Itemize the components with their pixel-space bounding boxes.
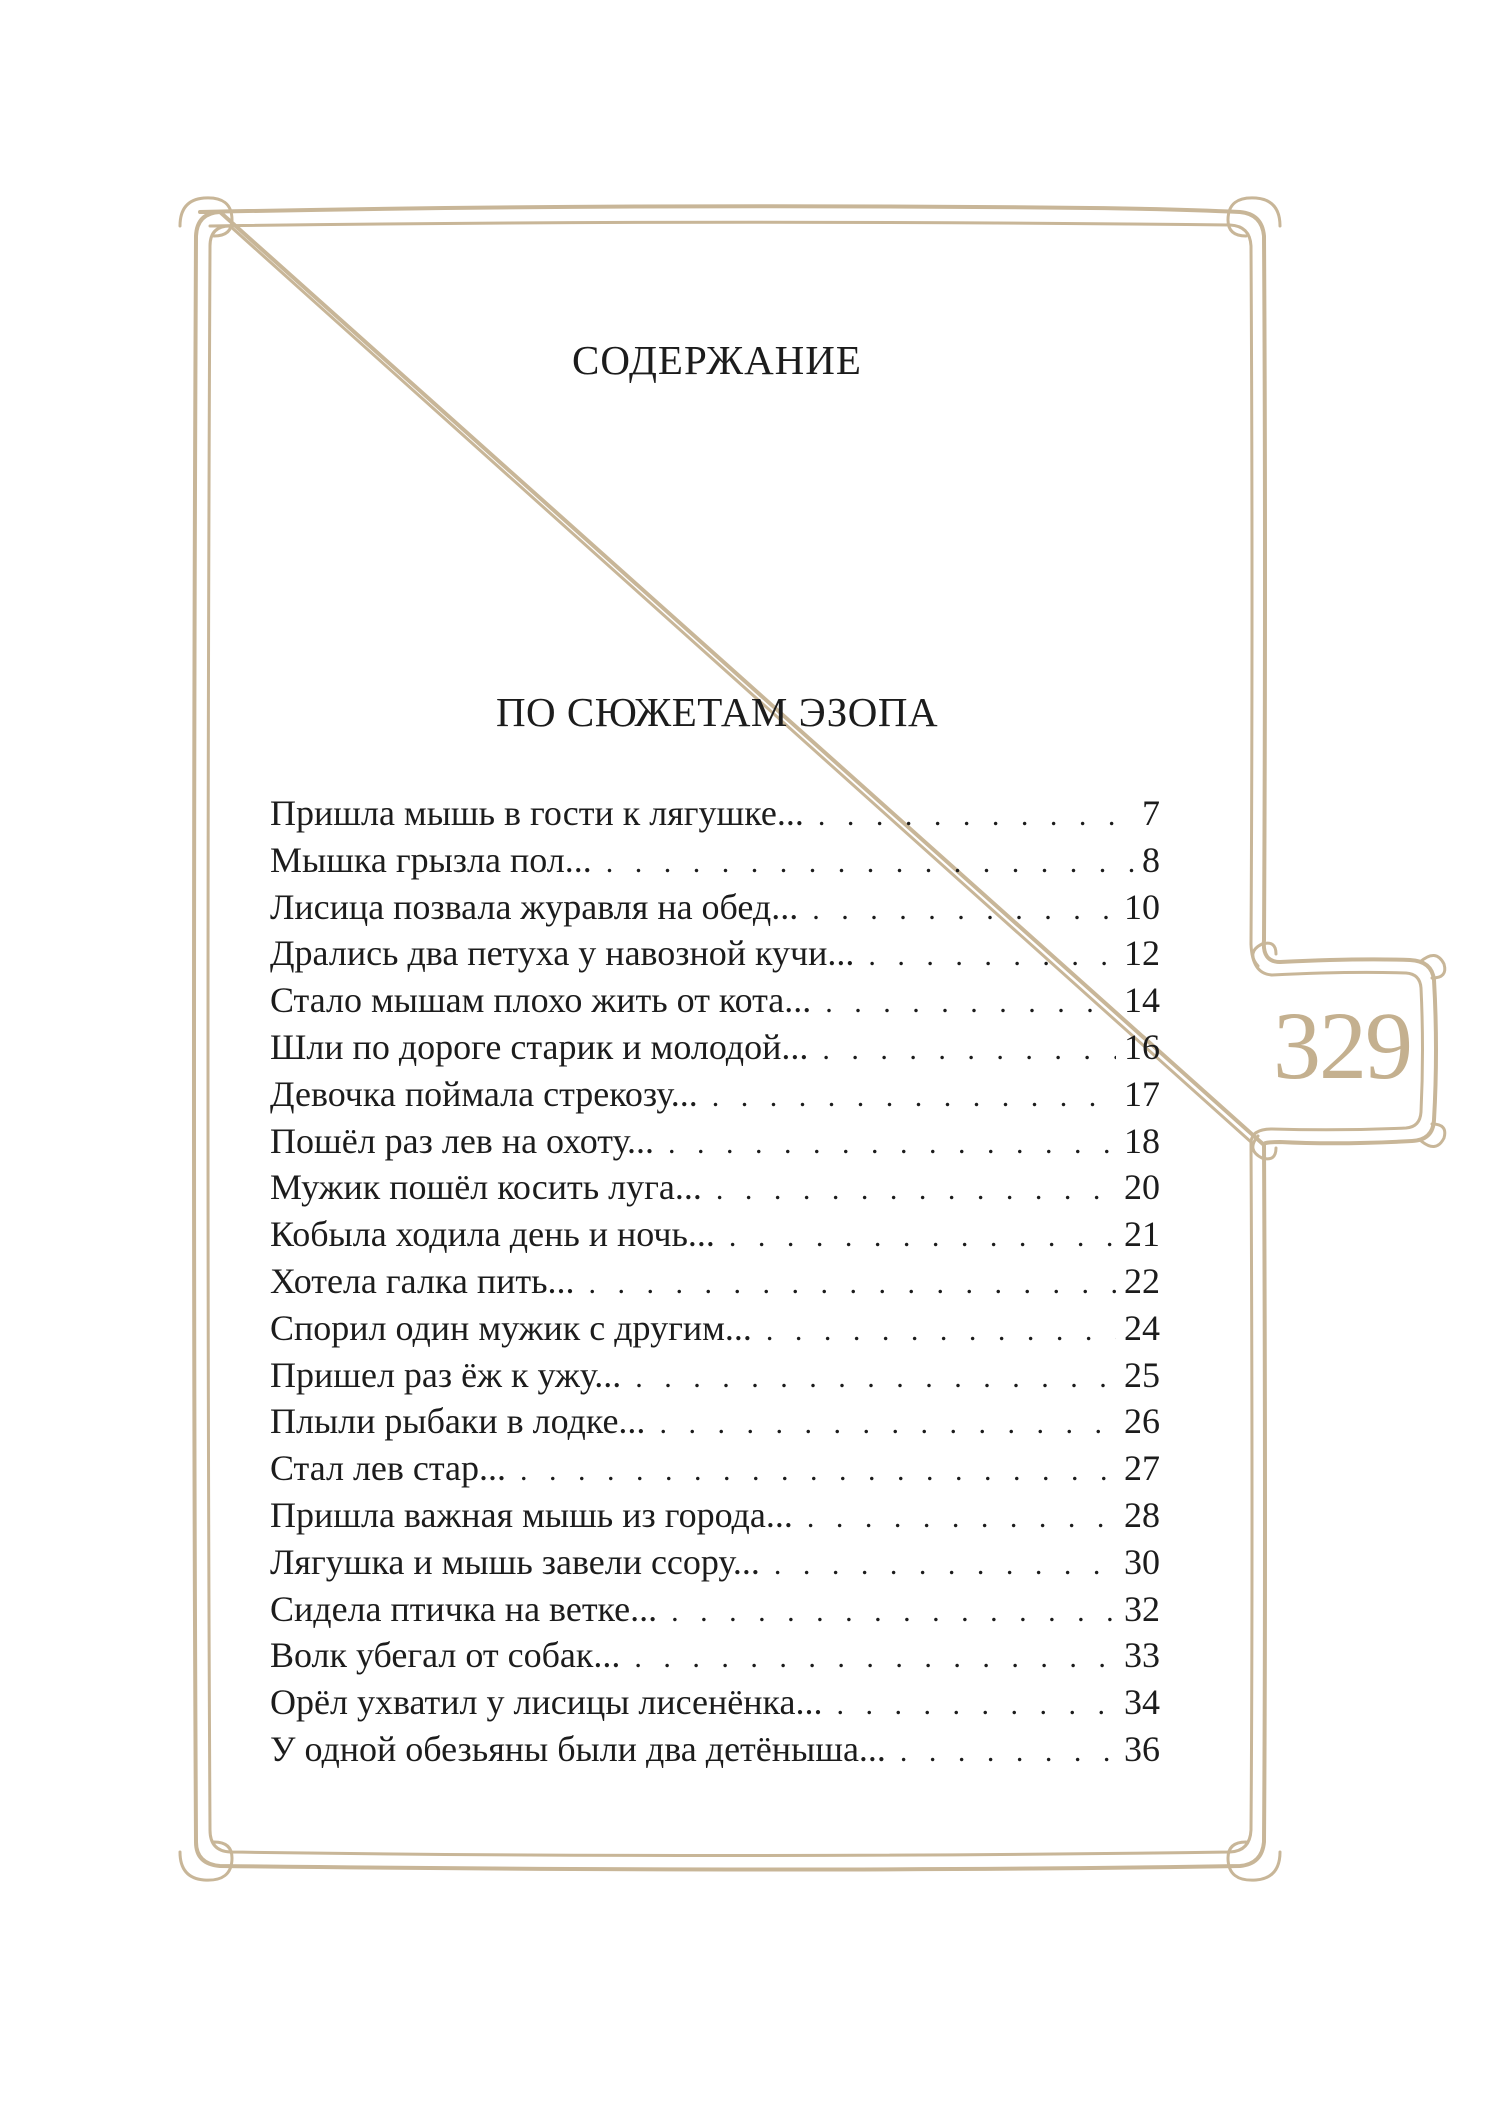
toc-entry-page: 20: [1124, 1167, 1160, 1208]
toc-dot-leader: [807, 1495, 1116, 1542]
toc-entry[interactable]: [270, 1492, 1160, 1539]
toc-entry[interactable]: [270, 1258, 1160, 1305]
toc-entry-title: Лягушка и мышь завели ссору...: [270, 1541, 760, 1582]
toc-entry[interactable]: [270, 1726, 1160, 1773]
toc-entry-page: 33: [1124, 1635, 1160, 1676]
toc-entry-page: 26: [1124, 1401, 1160, 1442]
toc-entry[interactable]: [270, 1305, 1160, 1352]
toc-entry[interactable]: [270, 1352, 1160, 1399]
toc-dot-leader: [668, 1121, 1116, 1168]
toc-dot-leader: [606, 840, 1134, 887]
toc-entry-title: Орёл ухватил у лисицы лисенёнка...: [270, 1682, 823, 1723]
toc-entry-page: 27: [1124, 1448, 1160, 1489]
toc-entry[interactable]: [270, 790, 1160, 837]
toc-entry[interactable]: [270, 884, 1160, 931]
toc-entry-page: 24: [1124, 1307, 1160, 1348]
toc-entry[interactable]: [270, 977, 1160, 1024]
toc-dot-leader: [822, 1027, 1116, 1074]
toc-entry-page: 10: [1124, 886, 1160, 927]
toc-entry[interactable]: [270, 1445, 1160, 1492]
toc-entry-title: Пришла мышь в гости к лягушке...: [270, 793, 804, 833]
toc-entry-page: 32: [1124, 1588, 1160, 1629]
toc-entry-page: 8: [1142, 839, 1160, 880]
toc-entry[interactable]: [270, 1118, 1160, 1165]
toc-entry[interactable]: [270, 1586, 1160, 1633]
toc-entry-page: 14: [1124, 980, 1160, 1021]
toc-entry-title: Стало мышам плохо жить от кота...: [270, 980, 812, 1021]
page-title: СОДЕРЖАНИЕ: [572, 337, 862, 383]
toc-entry-title: Плыли рыбаки в лодке...: [270, 1401, 646, 1442]
toc-entry-title: Дрались два петуха у навозной кучи...: [270, 933, 855, 974]
toc-entry-title: Стал лев стар...: [270, 1448, 507, 1489]
toc-entry-page: 12: [1124, 933, 1160, 974]
toc-dot-leader: [825, 980, 1116, 1027]
toc-entry-title: Девочка поймала стрекозу...: [270, 1073, 698, 1114]
toc-dot-leader: [774, 1542, 1116, 1589]
toc-entry-page: 36: [1124, 1728, 1160, 1769]
toc-dot-leader: [716, 1167, 1116, 1214]
toc-entry-title: Мужик пошёл косить луга...: [270, 1167, 702, 1208]
page-number: 329: [1273, 991, 1411, 1099]
table-of-contents: [270, 790, 1160, 1773]
toc-dot-leader: [836, 1682, 1116, 1729]
toc-entry[interactable]: [270, 1679, 1160, 1726]
toc-entry[interactable]: [270, 1632, 1160, 1679]
toc-dot-leader: [671, 1589, 1116, 1636]
toc-entry-page: 22: [1124, 1260, 1160, 1301]
toc-dot-leader: [812, 887, 1116, 934]
toc-entry[interactable]: [270, 1398, 1160, 1445]
section-title: ПО СЮЖЕТАМ ЭЗОПА: [495, 689, 939, 735]
toc-entry-page: 16: [1124, 1026, 1160, 1067]
toc-entry[interactable]: [270, 1071, 1160, 1118]
toc-entry-page: 30: [1124, 1541, 1160, 1582]
toc-entry-title: Шли по дороге старик и молодой...: [270, 1026, 809, 1067]
toc-entry[interactable]: [270, 1024, 1160, 1071]
toc-entry[interactable]: [270, 930, 1160, 977]
toc-entry-title: Мышка грызла пол...: [270, 839, 592, 880]
toc-entry-page: 18: [1124, 1120, 1160, 1161]
toc-entry-title: Лисица позвала журавля на обед...: [270, 886, 799, 927]
toc-entry-page: 28: [1124, 1494, 1160, 1535]
toc-dot-leader: [635, 1355, 1116, 1402]
toc-entry-title: Сидела птичка на ветке...: [270, 1588, 658, 1629]
toc-dot-leader: [634, 1635, 1116, 1682]
toc-entry-title: Кобыла ходила день и ночь...: [270, 1214, 715, 1255]
toc-dot-leader: [868, 933, 1116, 980]
toc-entry-title: Пришел раз ёж к ужу...: [270, 1354, 622, 1395]
toc-dot-leader: [712, 1074, 1116, 1121]
toc-entry-page: 25: [1124, 1354, 1160, 1395]
toc-entry-title: Пришла важная мышь из города...: [270, 1494, 793, 1535]
toc-entry-title: Пошёл раз лев на охоту...: [270, 1120, 654, 1161]
toc-entry[interactable]: [270, 1211, 1160, 1258]
toc-dot-leader: [818, 793, 1134, 840]
toc-entry-page: 17: [1124, 1073, 1160, 1114]
toc-entry[interactable]: [270, 1164, 1160, 1211]
toc-entry-page: 34: [1124, 1682, 1160, 1723]
toc-dot-leader: [900, 1729, 1116, 1776]
toc-entry[interactable]: [270, 837, 1160, 884]
toc-entry-title: Волк убегал от собак...: [270, 1635, 621, 1676]
toc-dot-leader: [659, 1401, 1116, 1448]
toc-dot-leader: [766, 1308, 1116, 1355]
toc-dot-leader: [520, 1448, 1116, 1495]
toc-entry-title: Спорил один мужик с другим...: [270, 1307, 752, 1348]
toc-dot-leader: [589, 1261, 1116, 1308]
toc-entry-title: У одной обезьяны были два детёныша...: [270, 1728, 886, 1769]
toc-entry-page: 21: [1124, 1214, 1160, 1255]
toc-entry[interactable]: [270, 1539, 1160, 1586]
toc-entry-title: Хотела галка пить...: [270, 1260, 575, 1301]
toc-entry-page: 7: [1142, 793, 1160, 833]
toc-dot-leader: [729, 1214, 1116, 1261]
